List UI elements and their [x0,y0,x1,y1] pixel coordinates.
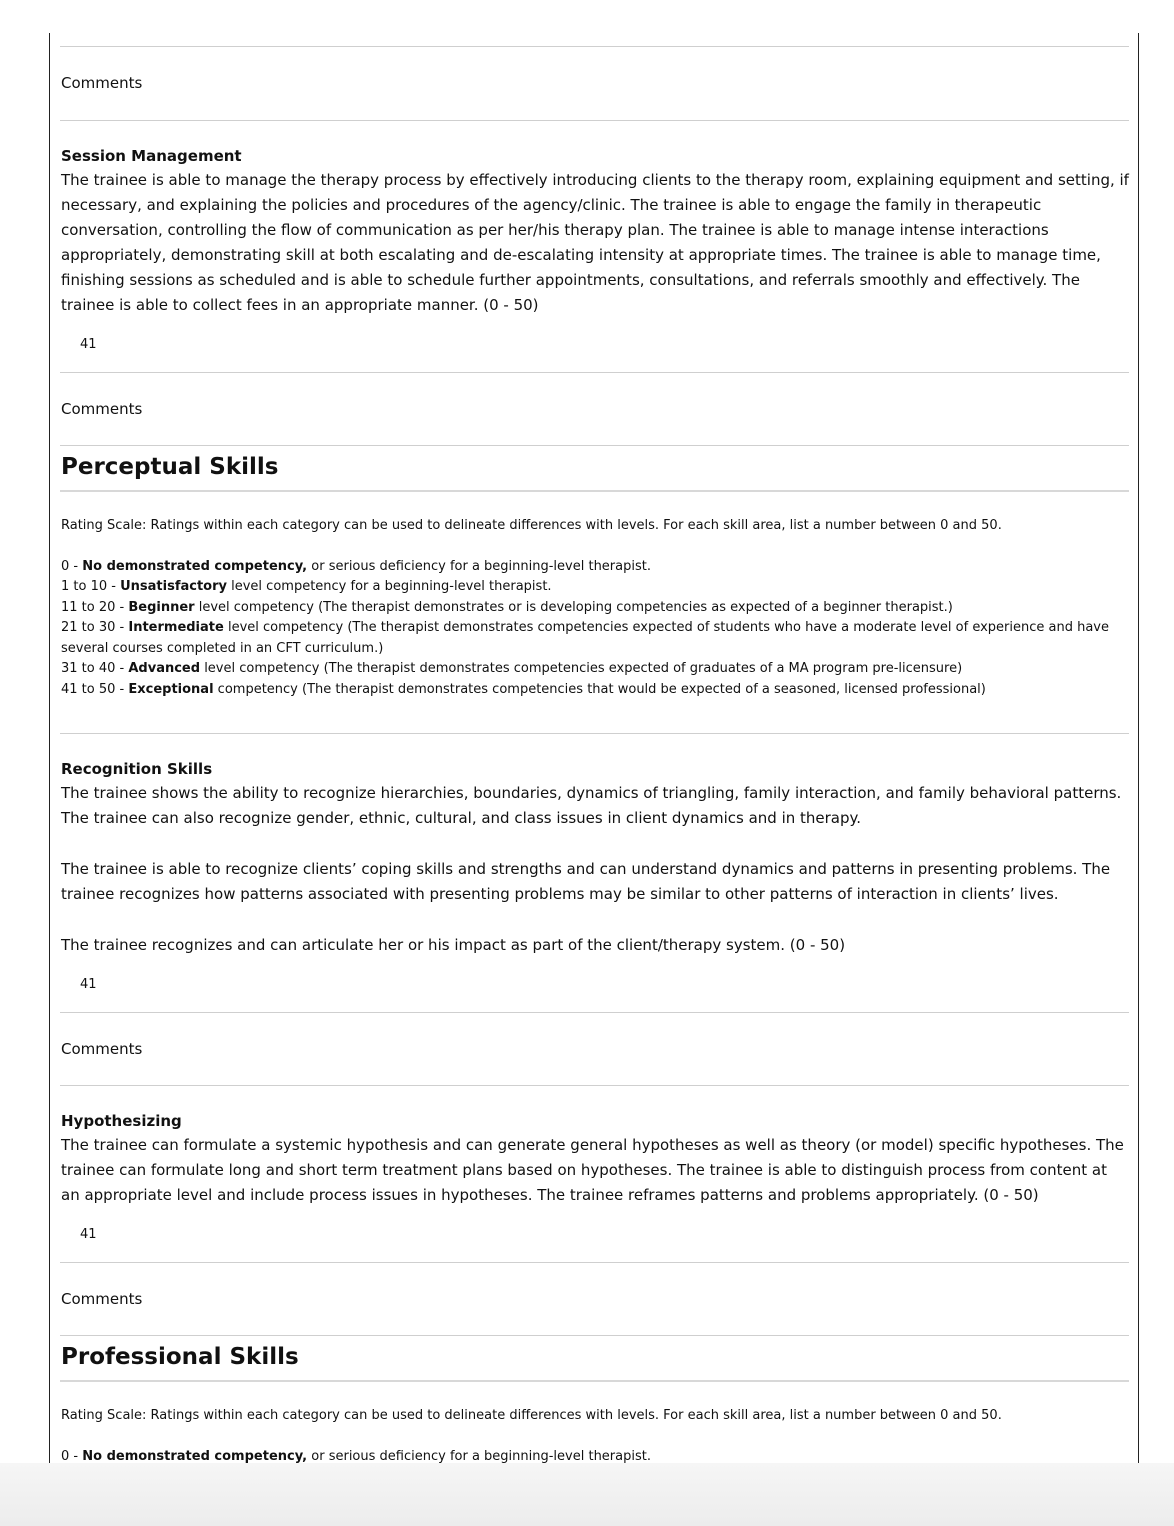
session-management-description: The trainee is able to manage the therapy process by effectively introducing clients to the therapy room, explaining equipment and setting, if necessary, and explaining the policies and procedures of the agency/clinic. The trainee is able to engage the family in therapeutic conversation, controlling the flow of communication as per her/his therapy plan. The trainee is able to manage intense interactions appropriately, demonstrating skill at both escalating and de-escalating intensity at appropriate times. The trainee is able to manage time, finishing sessions as scheduled and is able to schedule further appointments, consultations, and referrals smoothly and effectively. The trainee is able to collect fees in an appropriate manner. (0 - 50) [61,171,1129,314]
session-management-title: Session Management [61,147,242,165]
rating-scale-intro: Rating Scale: Ratings within each category can be used to delineate differences with levels. For each skill area, list a number between 0 and 50. [61,518,1002,533]
scale-line: 0 - No demonstrated competency, or serious deficiency for a beginning-level therapist. [61,1448,651,1463]
comments-label[interactable]: Comments [61,400,143,418]
hypothesizing-description: The trainee can formulate a systemic hypothesis and can generate general hypotheses as well as theory (or model) specific hypotheses. The trainee can formulate long and short term treatment plans based on hypotheses. The trainee is able to distinguish process from content at an appropriate level and include process issues in hypotheses. The trainee reframes patterns and problems appropriately. (0 - 50) [61,1136,1124,1204]
recognition-skills-description [61,781,1129,958]
comments-label[interactable]: Comments [61,74,143,92]
scale-line: 1 to 10 - Unsatisfactory level competency for a beginning-level therapist. [61,579,552,594]
session-management-score[interactable]: 41 [80,337,97,352]
viewport-bottom-edge [0,1463,1174,1526]
scale-line: 31 to 40 - Advanced level competency (The therapist demonstrates competencies expected of graduates of a MA program pre-licensure) [61,661,963,676]
scale-line: 41 to 50 - Exceptional competency (The therapist demonstrates competencies that would be expected of a seasoned, licensed professional) [61,681,986,697]
form-content [60,33,1129,1463]
scale-line: 21 to 30 - Intermediate level competency (The therapist demonstrates competencies expected of students who have a moderate level of experience and have several courses completed in an CFT curriculum.) [61,620,1109,656]
description-paragraph: The trainee recognizes and can articulate her or his impact as part of the client/therapy system. (0 - 50) [61,936,846,954]
evaluation-form [49,33,1139,1463]
scale-line: 0 - No demonstrated competency, or serious deficiency for a beginning-level therapist. [61,558,651,574]
comments-label[interactable]: Comments [61,1040,143,1058]
description-paragraph: The trainee shows the ability to recognize hierarchies, boundaries, dynamics of triangling, family interaction, and family behavioral patterns. The trainee can also recognize gender, ethnic, cultural, and class issues in client dynamics and in therapy. [61,784,1122,827]
description-paragraph: The trainee is able to recognize clients’ coping skills and strengths and can understand dynamics and patterns in presenting problems. The trainee recognizes how patterns associated with presenting problems may be similar to other patterns of interaction in clients’ lives. [61,860,1111,903]
professional-rating-scale [60,1382,1129,1463]
scale-line: 11 to 20 - Beginner level competency (The therapist demonstrates or is developing competencies as expected of a beginner therapist.) [61,599,953,615]
comments-label[interactable]: Comments [61,1290,143,1308]
perceptual-skills-heading: Perceptual Skills [61,454,279,480]
rating-scale-intro: Rating Scale: Ratings within each category can be used to delineate differences with levels. For each skill area, list a number between 0 and 50. [61,1408,1002,1423]
perceptual-rating-scale [60,492,1129,733]
recognition-skills-title: Recognition Skills [61,760,213,778]
hypothesizing-title: Hypothesizing [61,1112,182,1130]
professional-skills-heading: Professional Skills [61,1344,299,1370]
hypothesizing-score[interactable]: 41 [80,1227,97,1242]
recognition-skills-score[interactable]: 41 [80,977,97,992]
